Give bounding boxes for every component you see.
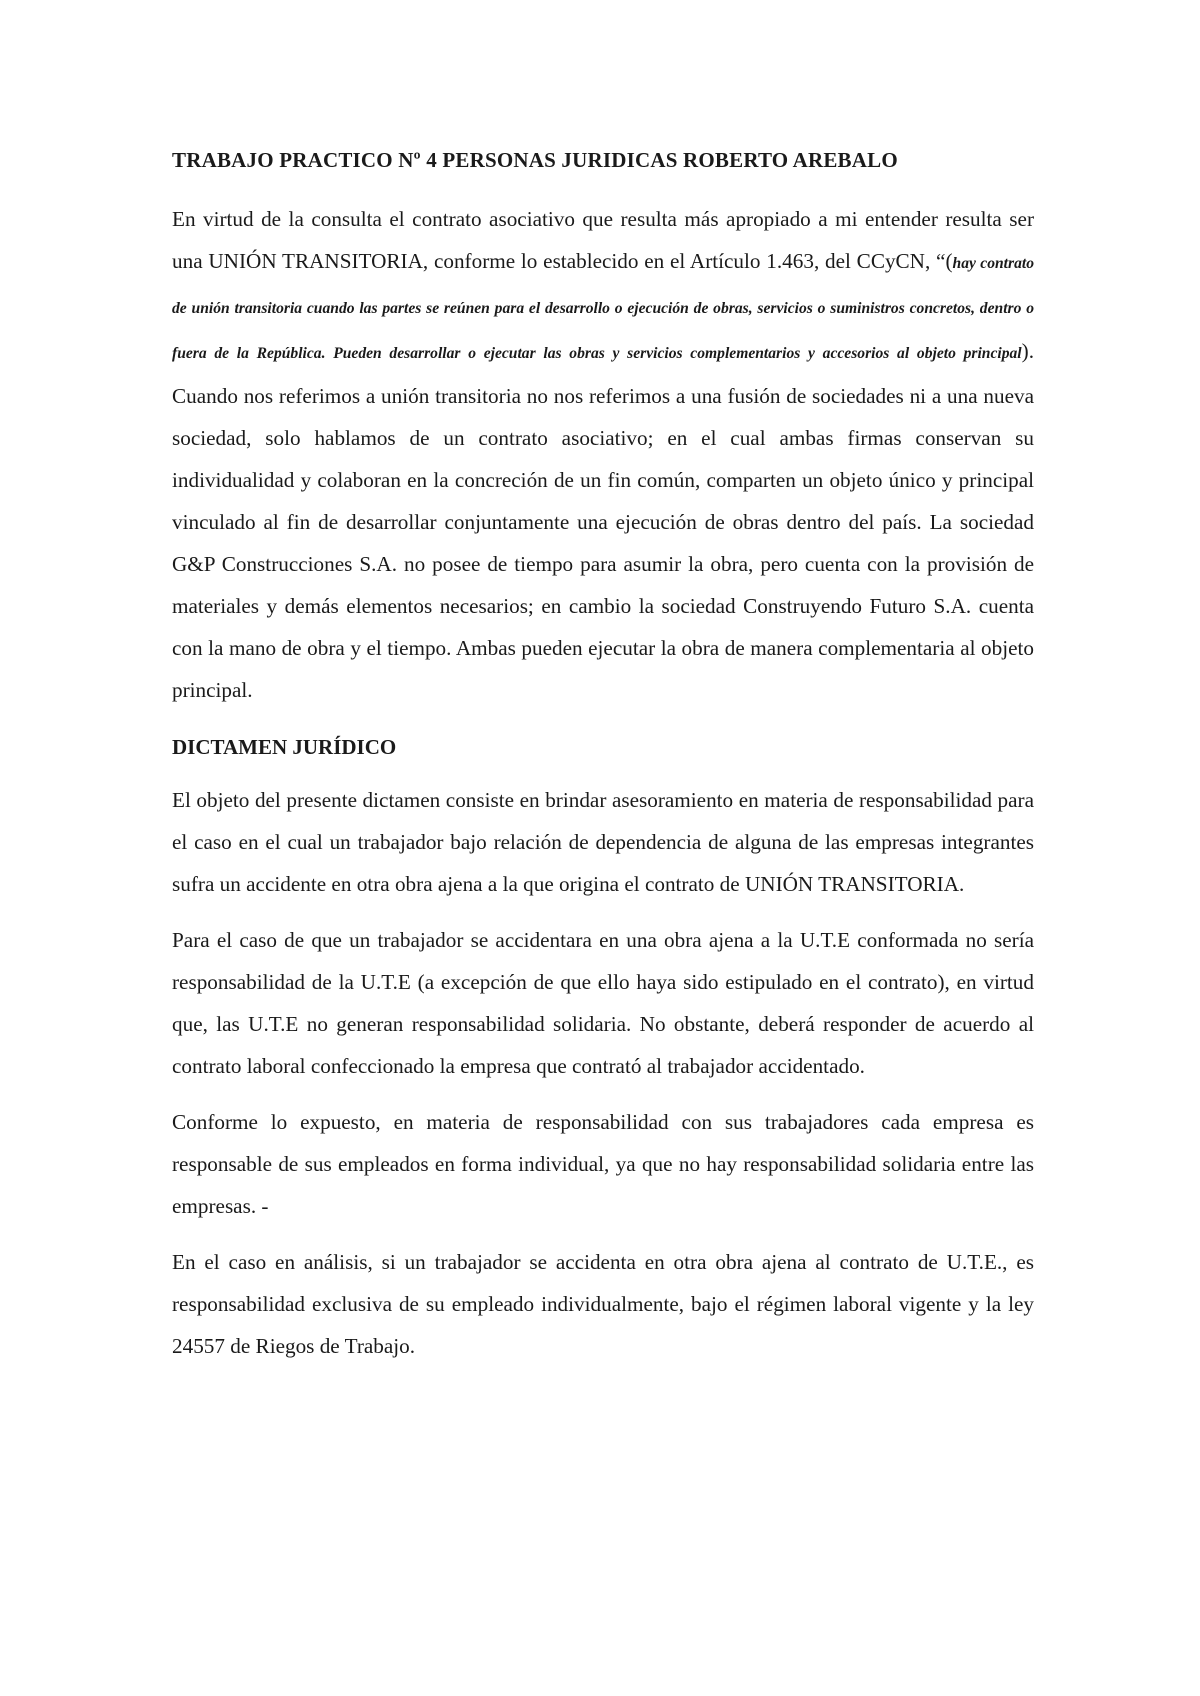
article-quote: hay contrato de unión transitoria cuando las partes se reúnen para el desarrollo o ejecución de obras, servicios o suministros concretos, dentro o fuera de la República. Pueden desarrollar o ejecutar las obras y servicios complementarios y accesorios al objeto principal xyxy=(172,255,1034,362)
paragraph: En el caso en análisis, si un trabajador se accidenta en otra obra ajena al contrato de U.T.E., es responsabilidad exclusiva de su empleado individualmente, bajo el régimen laboral vigente y la ley 24557 de Riegos de Trabajo. xyxy=(172,1250,1034,1358)
document-page xyxy=(172,140,1034,1381)
intro-paragraph xyxy=(172,198,1034,711)
paragraph: Conforme lo expuesto, en materia de responsabilidad con sus trabajadores cada empresa es responsable de sus empleados en forma individual, ya que no hay responsabilidad solidaria entre las empresas. - xyxy=(172,1110,1034,1218)
paragraph: El objeto del presente dictamen consiste en brindar asesoramiento en materia de responsabilidad para el caso en el cual un trabajador bajo relación de dependencia de alguna de las empresas integrantes sufra un accidente en otra obra ajena a la que origina el contrato de UNIÓN TRANSITORIA. xyxy=(172,788,1034,896)
intro-text-after-quote: ). Cuando nos referimos a unión transitoria no nos referimos a una fusión de sociedades ni a una nueva sociedad, solo hablamos de un contrato asociativo; en el cual ambas firmas conservan su individualidad y colaboran en la concreción de un fin común, comparten un objeto único y principal vinculado al fin de desarrollar conjuntamente una ejecución de obras dentro del país. La sociedad G&P Construcciones S.A. no posee de tiempo para asumir la obra, pero cuenta con la provisión de materiales y demás elementos necesarios; en cambio la sociedad Construyendo Futuro S.A. cuenta con la mano de obra y el tiempo. Ambas pueden ejecutar la obra de manera complementaria al objeto principal. xyxy=(172,339,1034,702)
document-title: TRABAJO PRACTICO Nº 4 PERSONAS JURIDICAS ROBERTO AREBALO xyxy=(172,148,898,172)
intro-text-before-quote: En virtud de la consulta el contrato asociativo que resulta más apropiado a mi entender resulta ser una UNIÓN TRANSITORIA, conforme lo establecido en el Artículo 1.463, del CCyCN, “( xyxy=(172,207,1034,273)
paragraph: Para el caso de que un trabajador se accidentara en una obra ajena a la U.T.E conformada no sería responsabilidad de la U.T.E (a excepción de que ello haya sido estipulado en el contrato), en virtud que, las U.T.E no generan responsabilidad solidaria. No obstante, deberá responder de acuerdo al contrato laboral confeccionado la empresa que contrató al trabajador accidentado. xyxy=(172,928,1034,1078)
section-heading: DICTAMEN JURÍDICO xyxy=(172,735,397,759)
